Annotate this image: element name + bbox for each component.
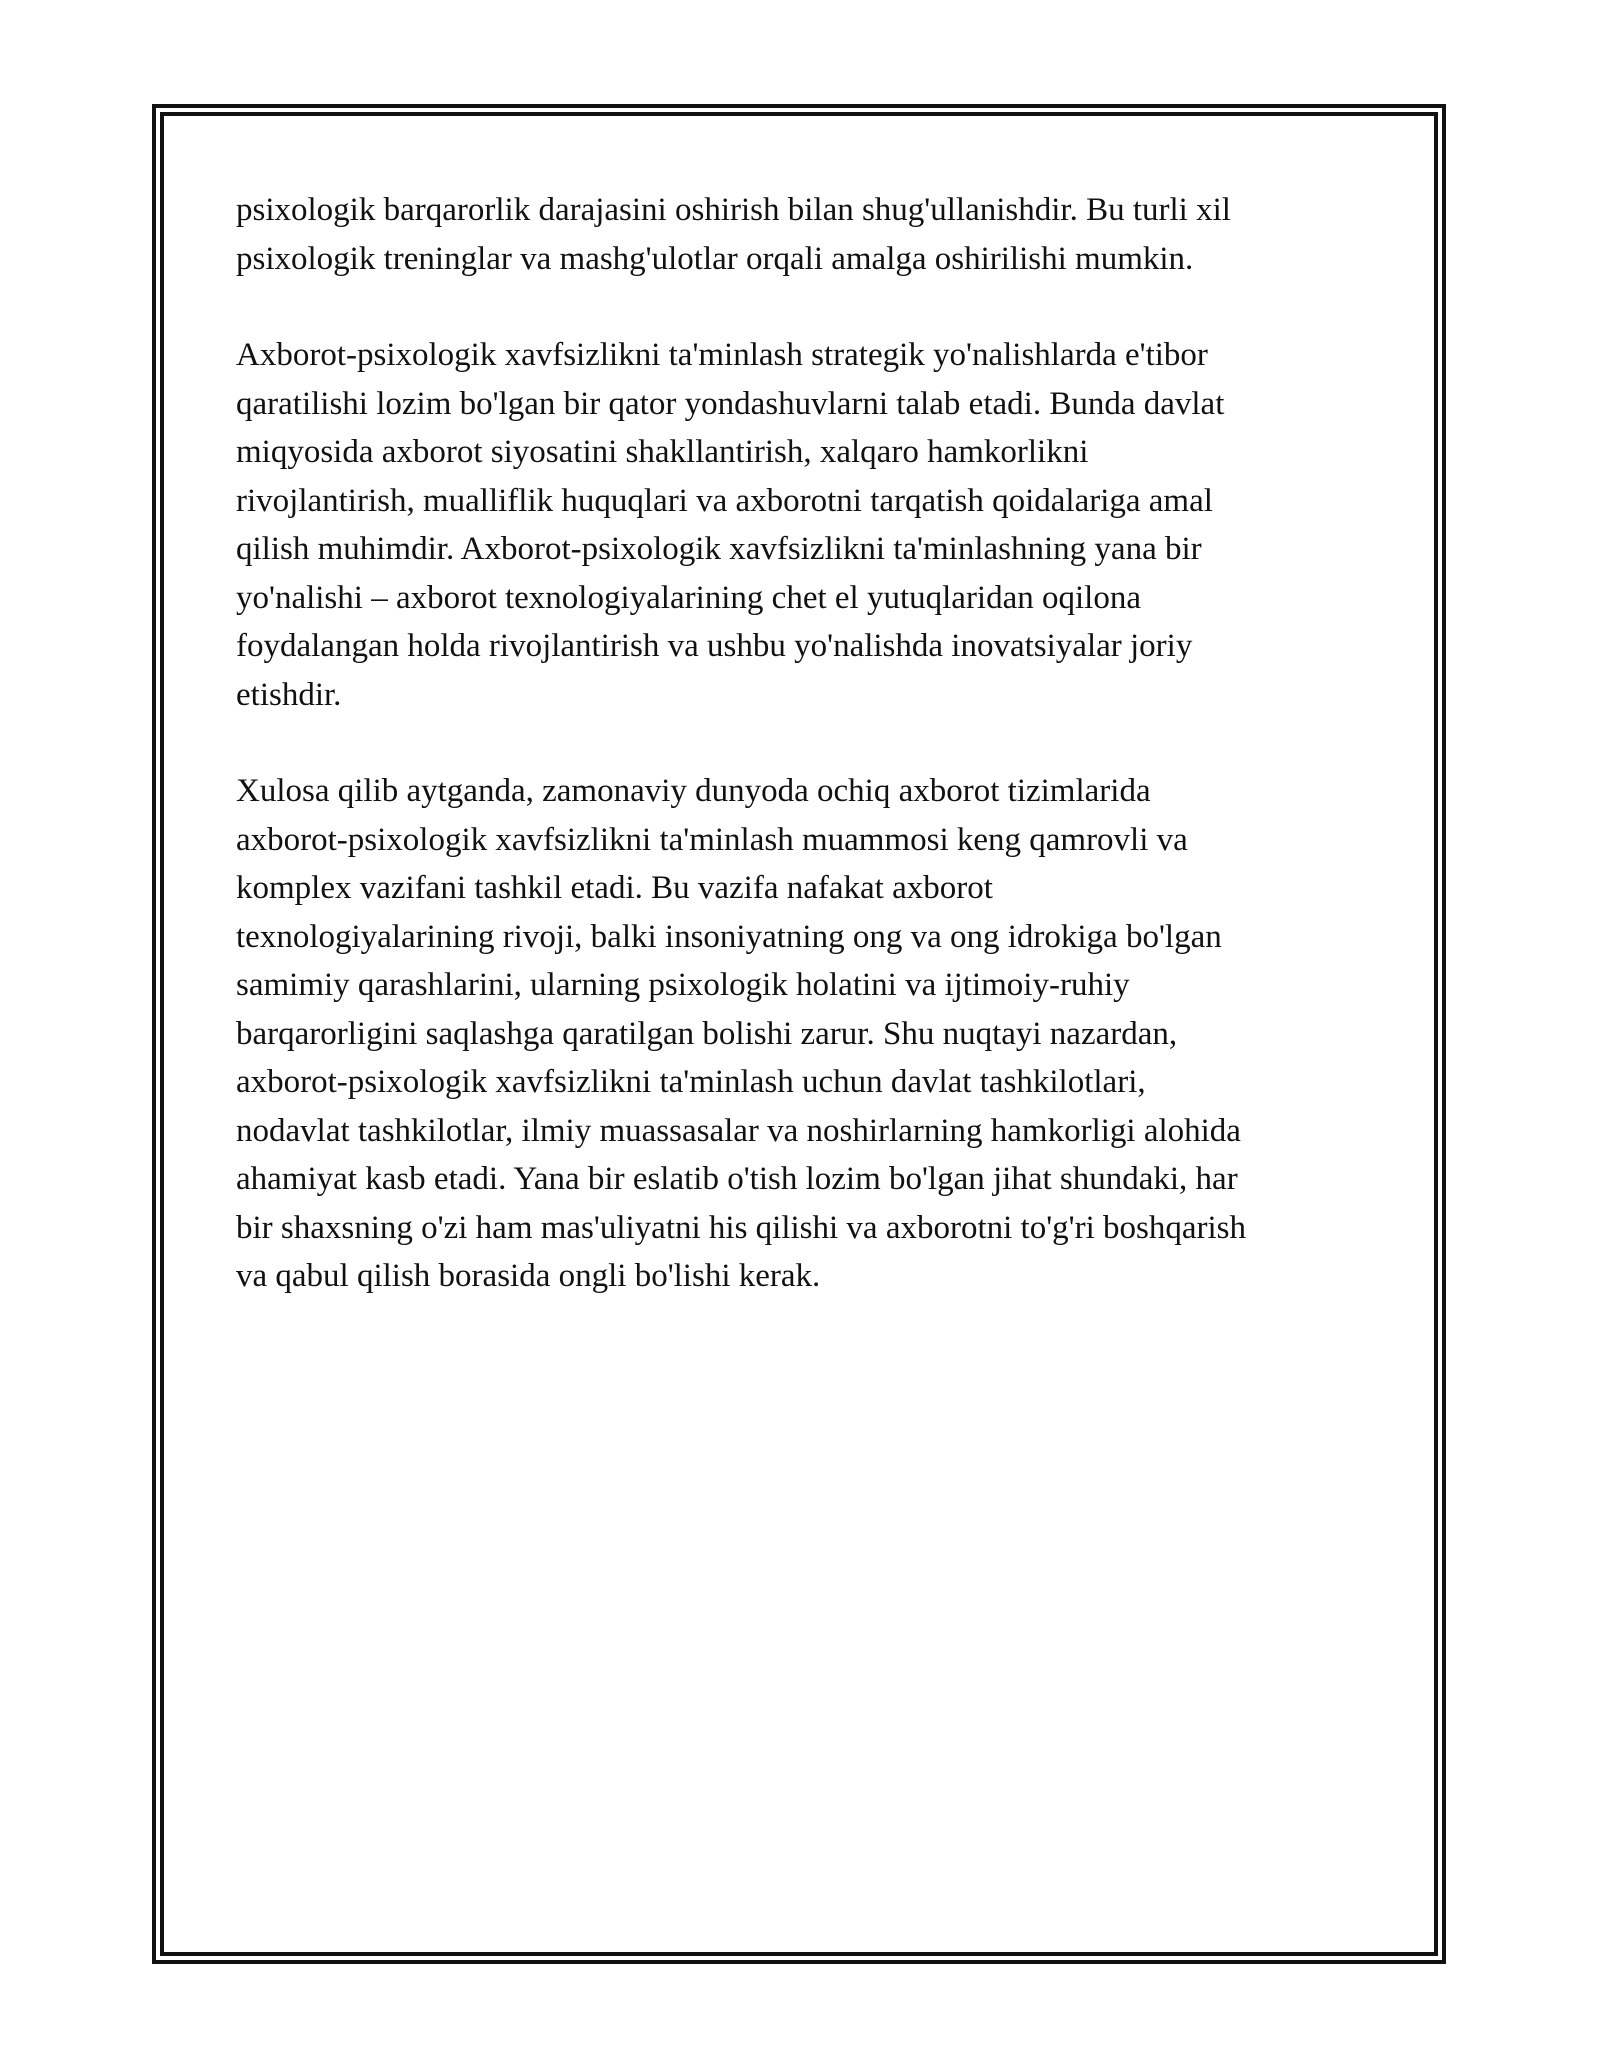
text-line: axborot-psixologik xavfsizlikni ta'minlash uchun davlat tashkilotlari, [236,1064,1146,1100]
text-line: qaratilishi lozim bo'lgan bir qator yondashuvlarni talab etadi. Bunda davlat [236,385,1225,422]
text-line: psixologik barqarorlik darajasini oshirish bilan shug'ullanishdir. Bu turli xil [236,192,1231,228]
text-line: barqarorligini saqlashga qaratilgan bolishi zarur. Shu nuqtayi nazardan, [236,1015,1178,1052]
text-line: psixologik treninglar va mashg'ulotlar orqali amalga oshirilishi mumkin. [236,240,1194,277]
text-line: qilish muhimdir. Axborot-psixologik xavfsizlikni ta'minlashning yana bir [236,531,1202,567]
text-line: Xulosa qilib aytganda, zamonaviy dunyoda ochiq axborot tizimlarida [236,773,1151,809]
text-line: texnologiyalarining rivoji, balki insoniyatning ong va ong idrokiga bo'lgan [236,918,1222,955]
paragraph-3 [236,767,1366,1301]
paragraph-2 [236,331,1366,719]
text-line: ahamiyat kasb etadi. Yana bir eslatib o'tish lozim bo'lgan jihat shundaki, har [236,1161,1238,1197]
text-line: Axborot-psixologik xavfsizlikni ta'minlash strategik yo'nalishlarda e'tibor [236,337,1208,373]
text-line: etishdir. [236,676,342,713]
text-line: rivojlantirish, mualliflik huquqlari va axborotni tarqatish qoidalariga amal [236,482,1213,519]
text-line: va qabul qilish borasida ongli bo'lishi kerak. [236,1258,821,1294]
text-line: axborot-psixologik xavfsizlikni ta'minlash muammosi keng qamrovli va [236,821,1188,858]
text-line: miqyosida axborot siyosatini shakllantirish, xalqaro hamkorlikni [236,434,1089,470]
text-line: foydalangan holda rivojlantirish va ushbu yo'nalishda inovatsiyalar joriy [236,628,1193,664]
text-line: bir shaxsning o'zi ham mas'uliyatni his qilishi va axborotni to'g'ri boshqarish [236,1209,1247,1246]
text-line: samimiy qarashlarini, ularning psixologik holatini va ijtimoiy-ruhiy [236,967,1130,1003]
text-line: yo'nalishi – axborot texnologiyalarining chet el yutuqlaridan oqilona [236,579,1141,616]
text-line: komplex vazifani tashkil etadi. Bu vazifa nafakat axborot [236,870,993,906]
document-body [236,186,1366,1349]
paragraph-1 [236,186,1366,283]
text-line: nodavlat tashkilotlar, ilmiy muassasalar va noshirlarning hamkorligi alohida [236,1112,1241,1149]
